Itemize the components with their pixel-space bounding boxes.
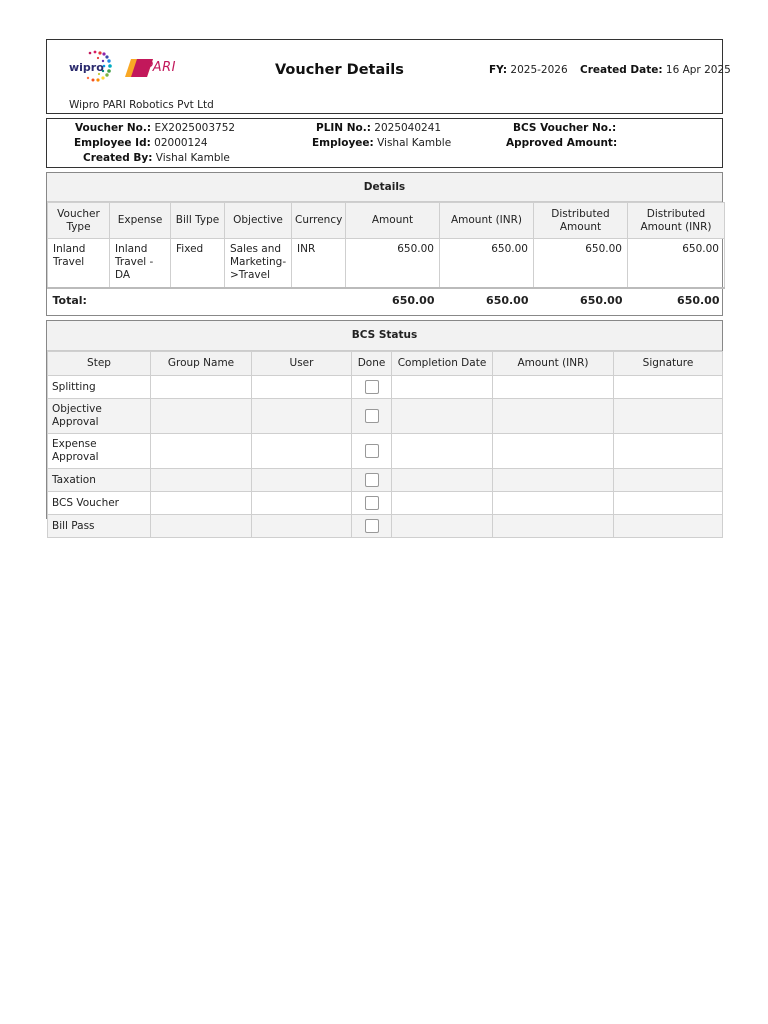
details-section bbox=[46, 172, 723, 316]
created-date-label: Created Date: bbox=[580, 64, 663, 76]
signature-cell bbox=[614, 434, 723, 469]
column-header: Amount (INR) bbox=[440, 203, 534, 239]
amount-inr-cell bbox=[493, 399, 614, 434]
group-name-cell bbox=[151, 515, 252, 538]
plin-no bbox=[316, 122, 441, 134]
total-row bbox=[48, 288, 725, 313]
approved-amount bbox=[506, 137, 617, 149]
column-header: Expense bbox=[110, 203, 171, 239]
column-header: Voucher Type bbox=[48, 203, 110, 239]
approved-amount-label: Approved Amount: bbox=[506, 137, 618, 149]
page-title: Voucher Details bbox=[275, 62, 404, 78]
completion-date-cell bbox=[392, 399, 493, 434]
column-header: Bill Type bbox=[171, 203, 225, 239]
amount-cell: 650.00 bbox=[346, 239, 440, 289]
completion-date-cell bbox=[392, 469, 493, 492]
employee bbox=[312, 137, 451, 149]
company-name: Wipro PARI Robotics Pvt Ltd bbox=[69, 99, 214, 111]
plin-label: PLIN No.: bbox=[316, 122, 371, 134]
user-cell bbox=[252, 515, 352, 538]
table-row bbox=[48, 469, 723, 492]
column-header: Objective bbox=[225, 203, 292, 239]
total-label: Total: bbox=[48, 288, 346, 313]
employee-id-value: 02000124 bbox=[154, 137, 208, 149]
done-cell bbox=[352, 434, 392, 469]
user-cell bbox=[252, 376, 352, 399]
column-header: Distributed Amount bbox=[534, 203, 628, 239]
group-name-cell bbox=[151, 376, 252, 399]
group-name-cell bbox=[151, 492, 252, 515]
bcs-voucher-label: BCS Voucher No.: bbox=[513, 122, 617, 134]
bcs-status-section bbox=[46, 320, 723, 532]
bill-type-cell: Fixed bbox=[171, 239, 225, 289]
column-header: User bbox=[252, 352, 352, 376]
done-checkbox[interactable] bbox=[365, 473, 379, 487]
step-name: Splitting bbox=[48, 376, 151, 399]
bcs-header-row bbox=[48, 352, 723, 376]
created-by-value: Vishal Kamble bbox=[155, 152, 230, 164]
signature-cell bbox=[614, 515, 723, 538]
amount-inr-cell bbox=[493, 376, 614, 399]
done-checkbox[interactable] bbox=[365, 444, 379, 458]
user-cell bbox=[252, 469, 352, 492]
details-table bbox=[47, 202, 725, 313]
voucher-info bbox=[46, 118, 723, 168]
created-date bbox=[580, 64, 731, 76]
done-checkbox[interactable] bbox=[365, 496, 379, 510]
employee-id bbox=[74, 137, 208, 149]
column-header: Done bbox=[352, 352, 392, 376]
table-row bbox=[48, 434, 723, 469]
distributed-amount-cell: 650.00 bbox=[534, 239, 628, 289]
amount-inr-cell: 650.00 bbox=[440, 239, 534, 289]
voucher-no bbox=[75, 122, 235, 134]
created-by-label: Created By: bbox=[83, 152, 153, 164]
voucher-header bbox=[46, 39, 731, 114]
details-title: Details bbox=[47, 173, 722, 202]
employee-label: Employee: bbox=[312, 137, 374, 149]
bcs-status-table bbox=[47, 351, 723, 538]
completion-date-cell bbox=[392, 376, 493, 399]
table-row bbox=[48, 239, 725, 289]
bcs-voucher-no bbox=[513, 122, 616, 134]
table-row bbox=[48, 376, 723, 399]
created-date-value: 16 Apr 2025 bbox=[665, 64, 731, 76]
column-header: Amount bbox=[346, 203, 440, 239]
done-checkbox[interactable] bbox=[365, 380, 379, 394]
amount-inr-cell bbox=[493, 515, 614, 538]
column-header: Currency bbox=[292, 203, 346, 239]
total-distributed-inr: 650.00 bbox=[628, 288, 725, 313]
wipro-logo-text: wipro bbox=[69, 61, 104, 74]
completion-date-cell bbox=[392, 434, 493, 469]
group-name-cell bbox=[151, 434, 252, 469]
group-name-cell bbox=[151, 469, 252, 492]
details-header-row bbox=[48, 203, 725, 239]
pari-logo-text: PARI bbox=[145, 60, 176, 75]
amount-inr-cell bbox=[493, 492, 614, 515]
signature-cell bbox=[614, 492, 723, 515]
done-checkbox[interactable] bbox=[365, 409, 379, 423]
expense-cell: Inland Travel - DA bbox=[110, 239, 171, 289]
fy-label: FY: bbox=[489, 64, 508, 76]
step-name: Taxation bbox=[48, 469, 151, 492]
employee-id-label: Employee Id: bbox=[74, 137, 151, 149]
step-name: Bill Pass bbox=[48, 515, 151, 538]
done-cell bbox=[352, 515, 392, 538]
step-name: Expense Approval bbox=[48, 434, 151, 469]
voucher-no-label: Voucher No.: bbox=[75, 122, 152, 134]
user-cell bbox=[252, 434, 352, 469]
done-cell bbox=[352, 469, 392, 492]
done-checkbox[interactable] bbox=[365, 519, 379, 533]
voucher-type-cell: Inland Travel bbox=[48, 239, 110, 289]
column-header: Signature bbox=[614, 352, 723, 376]
signature-cell bbox=[614, 469, 723, 492]
step-name: BCS Voucher bbox=[48, 492, 151, 515]
done-cell bbox=[352, 492, 392, 515]
created-by bbox=[83, 152, 230, 164]
total-amount-inr: 650.00 bbox=[440, 288, 534, 313]
completion-date-cell bbox=[392, 492, 493, 515]
column-header: Completion Date bbox=[392, 352, 493, 376]
objective-cell: Sales and Marketing->Travel bbox=[225, 239, 292, 289]
column-header: Step bbox=[48, 352, 151, 376]
done-cell bbox=[352, 376, 392, 399]
completion-date-cell bbox=[392, 515, 493, 538]
total-amount: 650.00 bbox=[346, 288, 440, 313]
done-cell bbox=[352, 399, 392, 434]
signature-cell bbox=[614, 399, 723, 434]
table-row bbox=[48, 399, 723, 434]
column-header: Amount (INR) bbox=[493, 352, 614, 376]
signature-cell bbox=[614, 376, 723, 399]
user-cell bbox=[252, 492, 352, 515]
bcs-status-title: BCS Status bbox=[47, 321, 722, 351]
column-header: Distributed Amount (INR) bbox=[628, 203, 725, 239]
table-row bbox=[48, 492, 723, 515]
voucher-no-value: EX2025003752 bbox=[154, 122, 236, 134]
plin-value: 2025040241 bbox=[374, 122, 442, 134]
table-row bbox=[48, 515, 723, 538]
total-distributed: 650.00 bbox=[534, 288, 628, 313]
fiscal-year bbox=[489, 64, 568, 76]
amount-inr-cell bbox=[493, 469, 614, 492]
fy-value: 2025-2026 bbox=[510, 64, 568, 76]
amount-inr-cell bbox=[493, 434, 614, 469]
employee-value: Vishal Kamble bbox=[377, 137, 452, 149]
user-cell bbox=[252, 399, 352, 434]
group-name-cell bbox=[151, 399, 252, 434]
column-header: Group Name bbox=[151, 352, 252, 376]
currency-cell: INR bbox=[292, 239, 346, 289]
distributed-amount-inr-cell: 650.00 bbox=[628, 239, 725, 289]
step-name: Objective Approval bbox=[48, 399, 151, 434]
